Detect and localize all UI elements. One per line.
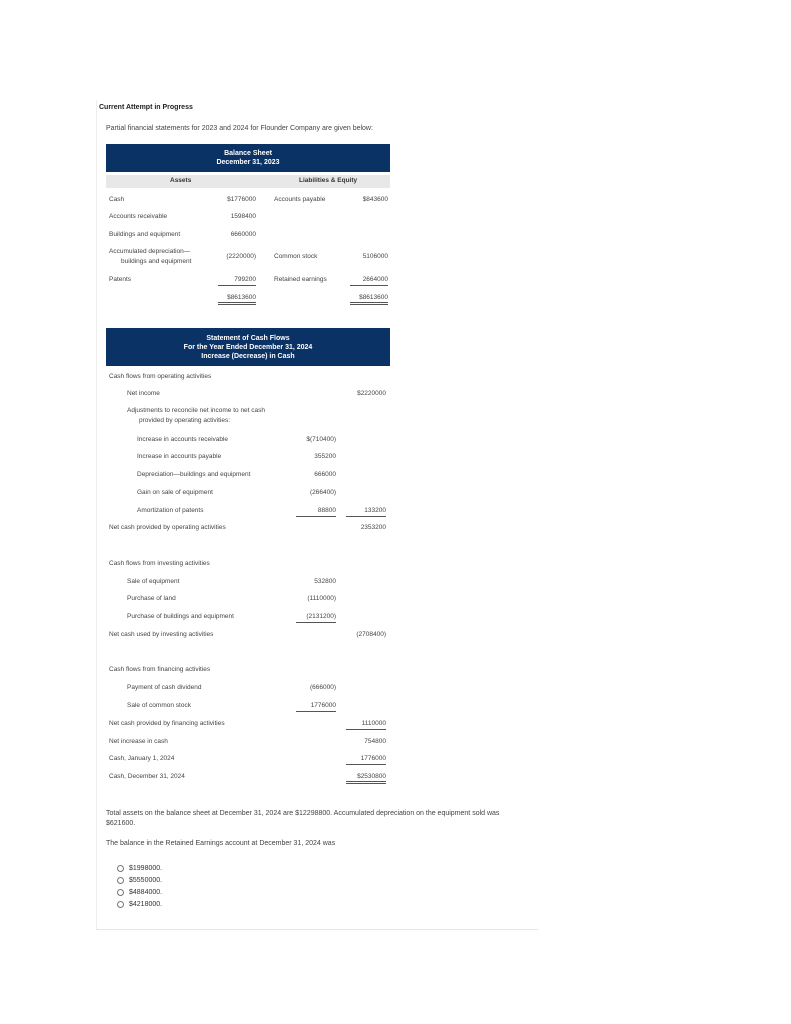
accounts-receivable-value: 1598400 (230, 213, 256, 220)
balance-sheet-date: December 31, 2023 (216, 159, 280, 166)
radio-icon[interactable] (117, 865, 124, 872)
radio-icon[interactable] (117, 901, 124, 908)
assets-header: Assets (170, 177, 192, 184)
net-income-label: Net income (127, 390, 160, 397)
adjustments-label-1: Adjustments to reconcile net income to net cash (127, 407, 266, 414)
gain-on-sale-value: (266400) (309, 489, 336, 496)
accumulated-depreciation-value: (2220000) (226, 253, 256, 260)
net-increase-value: 754800 (364, 738, 386, 745)
increase-ap-label: Increase in accounts payable (137, 453, 222, 460)
question-text: The balance in the Retained Earnings account at December 31, 2024 was (106, 840, 336, 847)
option-2[interactable] (117, 877, 162, 884)
financing-activities-header: Cash flows from financing activities (109, 666, 211, 673)
accounts-payable-value: $843600 (362, 196, 388, 203)
investing-activities-header: Cash flows from investing activities (109, 560, 210, 567)
cash-december-label: Cash, December 31, 2024 (109, 773, 185, 780)
page-heading: Current Attempt in Progress (99, 104, 193, 111)
patents-value: 799200 (218, 276, 256, 286)
common-stock-label: Common stock (274, 253, 318, 260)
amortization-value: 88800 (296, 507, 336, 517)
net-financing-value: 1110000 (346, 720, 386, 730)
bottom-rule (96, 929, 538, 930)
cash-value: $1776000 (227, 196, 256, 203)
dividend-label: Payment of cash dividend (127, 684, 202, 691)
option-3-label: $4884000. (129, 889, 163, 896)
cash-december-value: $2530800 (346, 773, 386, 784)
accounts-payable-label: Accounts payable (274, 196, 326, 203)
balance-sheet-title: Balance Sheet (224, 150, 272, 157)
sale-of-equipment-value: 532800 (314, 578, 336, 585)
depreciation-label: Depreciation—buildings and equipment (137, 471, 251, 478)
cash-flows-header (106, 328, 390, 366)
total-assets-note-1: Total assets on the balance sheet at December 31, 2024 are $12298800. Accumulated depreciation on the equipment sold was (106, 810, 500, 817)
option-3[interactable] (117, 889, 162, 896)
patents-label: Patents (109, 276, 132, 283)
cash-flows-subtitle: Increase (Decrease) in Cash (201, 353, 295, 360)
purchase-buildings-value: (2131200) (296, 613, 336, 623)
net-increase-label: Net increase in cash (109, 738, 168, 745)
accounts-receivable-label: Accounts receivable (109, 213, 168, 220)
cash-january-value: 1776000 (346, 755, 386, 765)
purchase-of-land-label: Purchase of land (127, 595, 176, 602)
net-investing-label: Net cash used by investing activities (109, 631, 214, 638)
accumulated-depreciation-label-1: Accumulated depreciation— (109, 248, 191, 255)
amortization-label: Amortization of patents (137, 507, 204, 514)
sale-of-equipment-label: Sale of equipment (127, 578, 180, 585)
net-financing-label: Net cash provided by financing activities (109, 720, 225, 727)
intro-text: Partial financial statements for 2023 and 2024 for Flounder Company are given below: (106, 125, 373, 132)
option-4[interactable] (117, 901, 162, 908)
buildings-equipment-label: Buildings and equipment (109, 231, 181, 238)
liabilities-equity-header: Liabilities & Equity (299, 177, 358, 184)
option-4-label: $4218000. (129, 901, 163, 908)
increase-ar-label: Increase in accounts receivable (137, 436, 229, 443)
accumulated-depreciation-label-2: buildings and equipment (121, 258, 192, 265)
cash-flows-period: For the Year Ended December 31, 2024 (183, 344, 313, 351)
net-operating-label: Net cash provided by operating activities (109, 524, 226, 531)
cash-label: Cash (109, 196, 125, 203)
depreciation-value: 666000 (314, 471, 336, 478)
balance-sheet-header (106, 144, 390, 172)
cash-january-label: Cash, January 1, 2024 (109, 755, 175, 762)
net-operating-value: 2353200 (360, 524, 386, 531)
left-rule (96, 100, 97, 930)
total-assets-note-2: $621600. (106, 820, 136, 827)
common-stock-value: 5106000 (362, 253, 388, 260)
total-liabilities-equity-value: $8613600 (350, 294, 388, 305)
cash-flows-title: Statement of Cash Flows (206, 335, 290, 342)
increase-ap-value: 355200 (314, 453, 336, 460)
buildings-equipment-value: 6660000 (230, 231, 256, 238)
retained-earnings-value: 2664000 (350, 276, 388, 286)
option-2-label: $5550000. (129, 877, 163, 884)
radio-icon[interactable] (117, 889, 124, 896)
net-income-value: $2220000 (357, 390, 386, 397)
purchase-of-land-value: (1110000) (307, 595, 336, 602)
option-1[interactable] (117, 865, 162, 872)
total-assets-value: $8613600 (218, 294, 256, 305)
adjustments-total-value: 133200 (346, 507, 386, 517)
option-1-label: $1998000. (129, 865, 163, 872)
sale-common-stock-label: Sale of common stock (127, 702, 191, 709)
purchase-buildings-label: Purchase of buildings and equipment (127, 613, 234, 620)
increase-ar-value: $(710400) (306, 436, 336, 443)
operating-activities-header: Cash flows from operating activities (109, 373, 212, 380)
sale-common-stock-value: 1776000 (296, 702, 336, 712)
gain-on-sale-label: Gain on sale of equipment (137, 489, 213, 496)
radio-icon[interactable] (117, 877, 124, 884)
net-investing-value: (2708400) (356, 631, 386, 638)
adjustments-label-2: provided by operating activities: (139, 417, 231, 424)
retained-earnings-label: Retained earnings (274, 276, 327, 283)
dividend-value: (666000) (309, 684, 336, 691)
